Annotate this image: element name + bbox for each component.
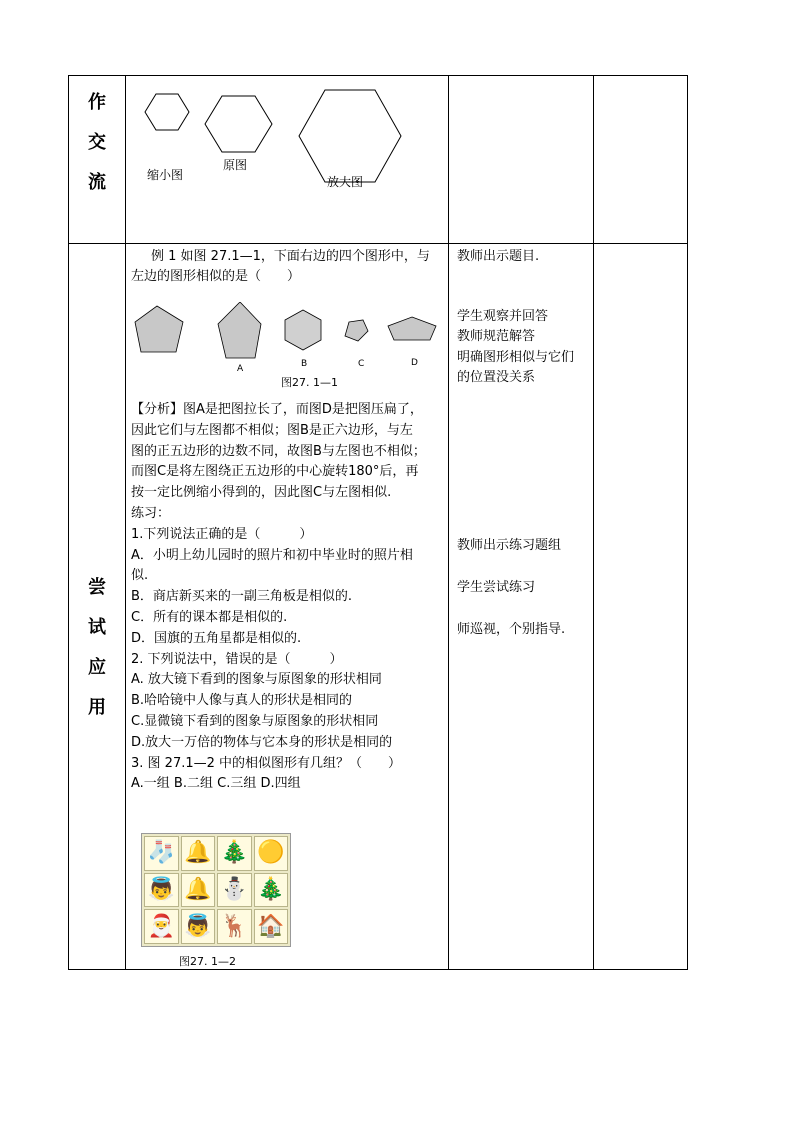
similar-figures-grid [141, 833, 291, 947]
q2-stem: 2. 下列说法中，错误的是（ ） [131, 651, 343, 667]
large-hexagon [299, 90, 401, 182]
hexagon-figure [131, 84, 431, 192]
row2-label: 尝 试 应 用 [88, 577, 106, 718]
pentagon-c [345, 320, 368, 341]
q1-stem: 1.下列说法正确的是（ ） [131, 526, 313, 542]
lesson-table [68, 75, 688, 970]
pentagon-a [218, 302, 261, 358]
teacher-note-3: 教师出示练习题组 [457, 538, 562, 553]
column-divider [125, 76, 126, 969]
example-text: 例 1 如图 27.1—1，下面右边的四个图形中，与 左边的图形相似的是（ ） [131, 249, 430, 285]
row-divider [69, 243, 687, 244]
teacher-note-1: 教师出示题目. [457, 249, 540, 264]
small-label: 缩小图 [147, 168, 184, 182]
angel-icon: 👼 [181, 909, 216, 944]
tree-icon: 🎄 [254, 873, 289, 908]
analysis-text: 【分析】图A是把图拉长了，而图D是把图压扁了， 因此它们与左图都不相似；图B是正六边形，与左 图的正五边形的边数不同，故图B与左图也不相似； 而图C是将左图绕正五边形的中心旋转180°后，再 按一定比例缩小得到的，因此图C与左图相似. 练习： 1.下列说法正确的是（ ） A．小明上幼儿园时的照片和初中毕业时的照片相 似. B．商店新买来的一副三角板是相似的. C．所有的课本都是相似的. D．国旗的五角星都是相似的. 2. 下列说法中，错误的是（ ） A. 放大镜下看到的图象与原图象的形状相同 B.哈哈镜中人像与真人的形状是相同的 C.显微镜下看到的图象与原图象的形状相同 D.放大一万倍的物体与它本身的形状是相同的 3. 图 27.1—2 中的相似图形有几组？（ ） A.一组 B.二组 C.三组 D.四组 [131, 400, 447, 795]
option-d-label: D [411, 358, 418, 368]
figure-caption: 图27. 1—1 [281, 376, 338, 389]
sock-icon: 🧦 [144, 836, 179, 871]
option-b-label: B [301, 359, 308, 369]
bell-icon: 🔔 [181, 836, 216, 871]
small-hexagon [145, 94, 189, 130]
original-hexagon [205, 96, 272, 152]
practice-title: 练习： [131, 505, 171, 521]
column-divider [448, 76, 449, 969]
row1-label: 作 交 流 [88, 92, 106, 193]
option-a-label: A [237, 364, 244, 374]
teacher-note-2: 学生观察并回答 教师规范解答 明确图形相似与它们 的位置没关系 [457, 309, 575, 386]
teacher-note-4: 学生尝试练习 [457, 580, 536, 595]
ornament-icon: 🟡 [254, 836, 289, 871]
reindeer-icon: 🦌 [217, 909, 252, 944]
pentagon-figure [131, 302, 447, 390]
hexagon-b [285, 310, 321, 350]
column-divider [593, 76, 594, 969]
large-label: 放大图 [327, 175, 364, 189]
option-c-label: C [358, 359, 365, 369]
figure2-caption: 图27. 1—2 [179, 955, 236, 968]
reference-pentagon [135, 306, 183, 352]
house-icon: 🏠 [254, 909, 289, 944]
angel-icon: 👼 [144, 873, 179, 908]
santa-icon: 🎅 [144, 909, 179, 944]
bell-icon: 🔔 [181, 873, 216, 908]
tree-icon: 🎄 [217, 836, 252, 871]
original-label: 原图 [223, 158, 248, 172]
q3-stem: 3. 图 27.1—2 中的相似图形有几组？（ ） [131, 755, 402, 771]
teacher-note-5: 师巡视，个别指导. [457, 622, 566, 637]
snowman-icon: ⛄ [217, 873, 252, 908]
pentagon-d [388, 317, 436, 340]
